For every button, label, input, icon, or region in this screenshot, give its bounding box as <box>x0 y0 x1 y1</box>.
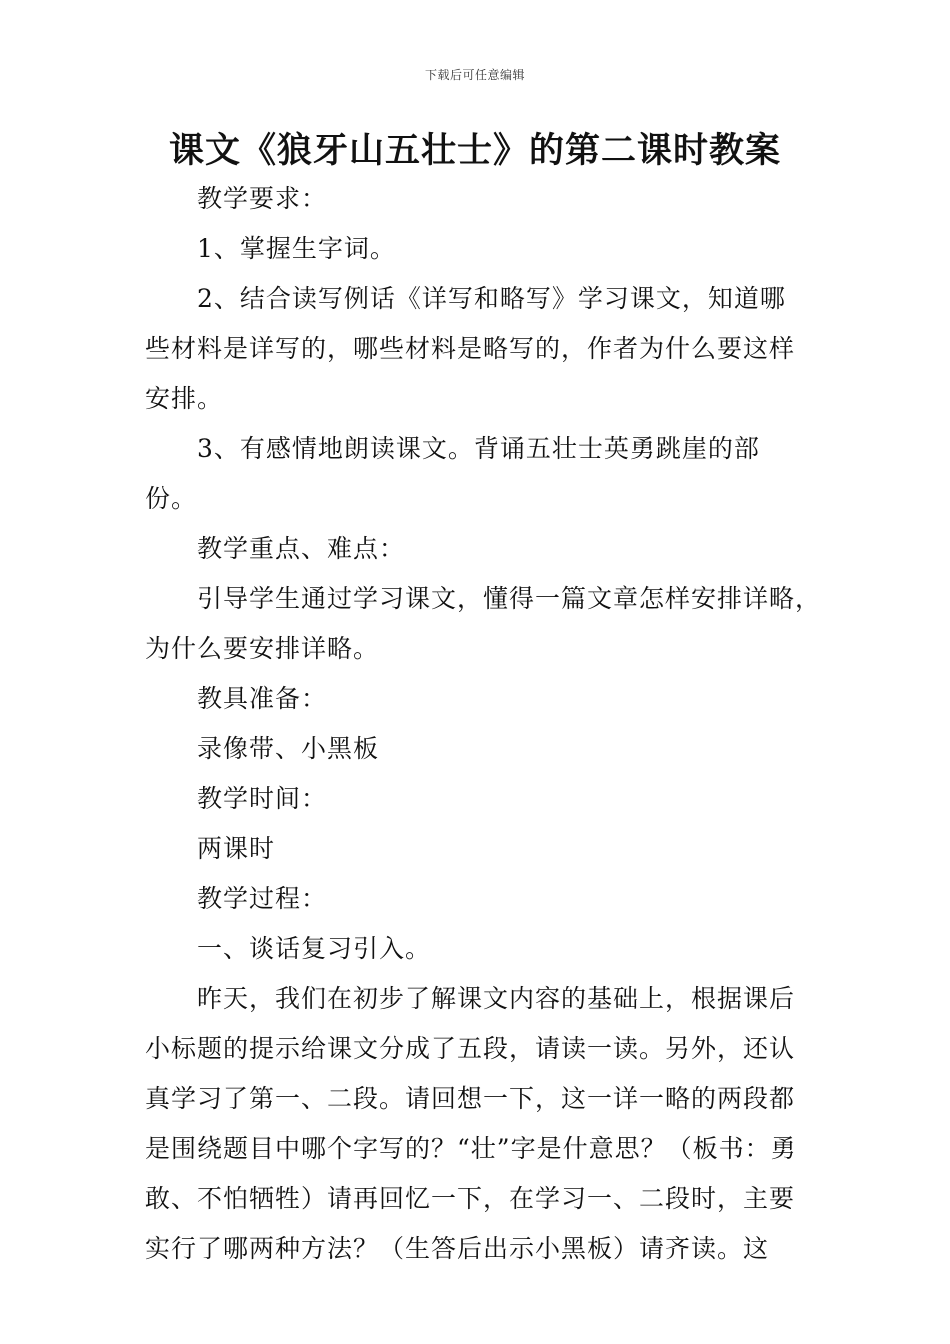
paragraph-materials: 录像带、小黑板 <box>197 734 380 763</box>
header-note: 下载后可任意编辑 <box>424 68 525 82</box>
document-body <box>145 174 822 1274</box>
paragraph-materials-heading: 教具准备： <box>197 684 328 713</box>
paragraph-time-heading: 教学时间： <box>197 784 328 813</box>
paragraph-teaching-requirements-heading: 教学要求： <box>197 184 328 213</box>
paragraph-requirement-3: 3、有感情地朗读课文。背诵五壮士英勇跳崖的部份。 <box>145 434 760 513</box>
paragraph-requirement-1: 1、掌握生字词。 <box>197 234 396 263</box>
paragraph-key-points-heading: 教学重点、难点： <box>197 534 406 563</box>
paragraph-process-heading: 教学过程： <box>197 884 328 913</box>
paragraph-key-points: 引导学生通过学习课文，懂得一篇文章怎样安排详略，为什么要安排详略。 <box>145 584 822 663</box>
paragraph-requirement-2: 2、结合读写例话《详写和略写》学习课文，知道哪些材料是详写的，哪些材料是略写的，作者为什么要这样安排。 <box>145 284 796 413</box>
paragraph-step-1-detail: 昨天，我们在初步了解课文内容的基础上，根据课后小标题的提示给课文分成了五段，请读一读。另外，还认真学习了第一、二段。请回想一下，这一详一略的两段都是围绕题目中哪个字写的？“壮”字是什意思？（板书：勇敢、不怕牺牲）请再回忆一下，在学习一、二段时，主要实行了哪两种方法？（生答后出示小黑板）请齐读。这 <box>145 984 797 1263</box>
document-title: 课文《狼牙山五壮士》的第二课时教案 <box>168 131 781 171</box>
paragraph-time: 两课时 <box>197 834 276 863</box>
paragraph-step-1: 一、谈话复习引入。 <box>197 934 432 963</box>
